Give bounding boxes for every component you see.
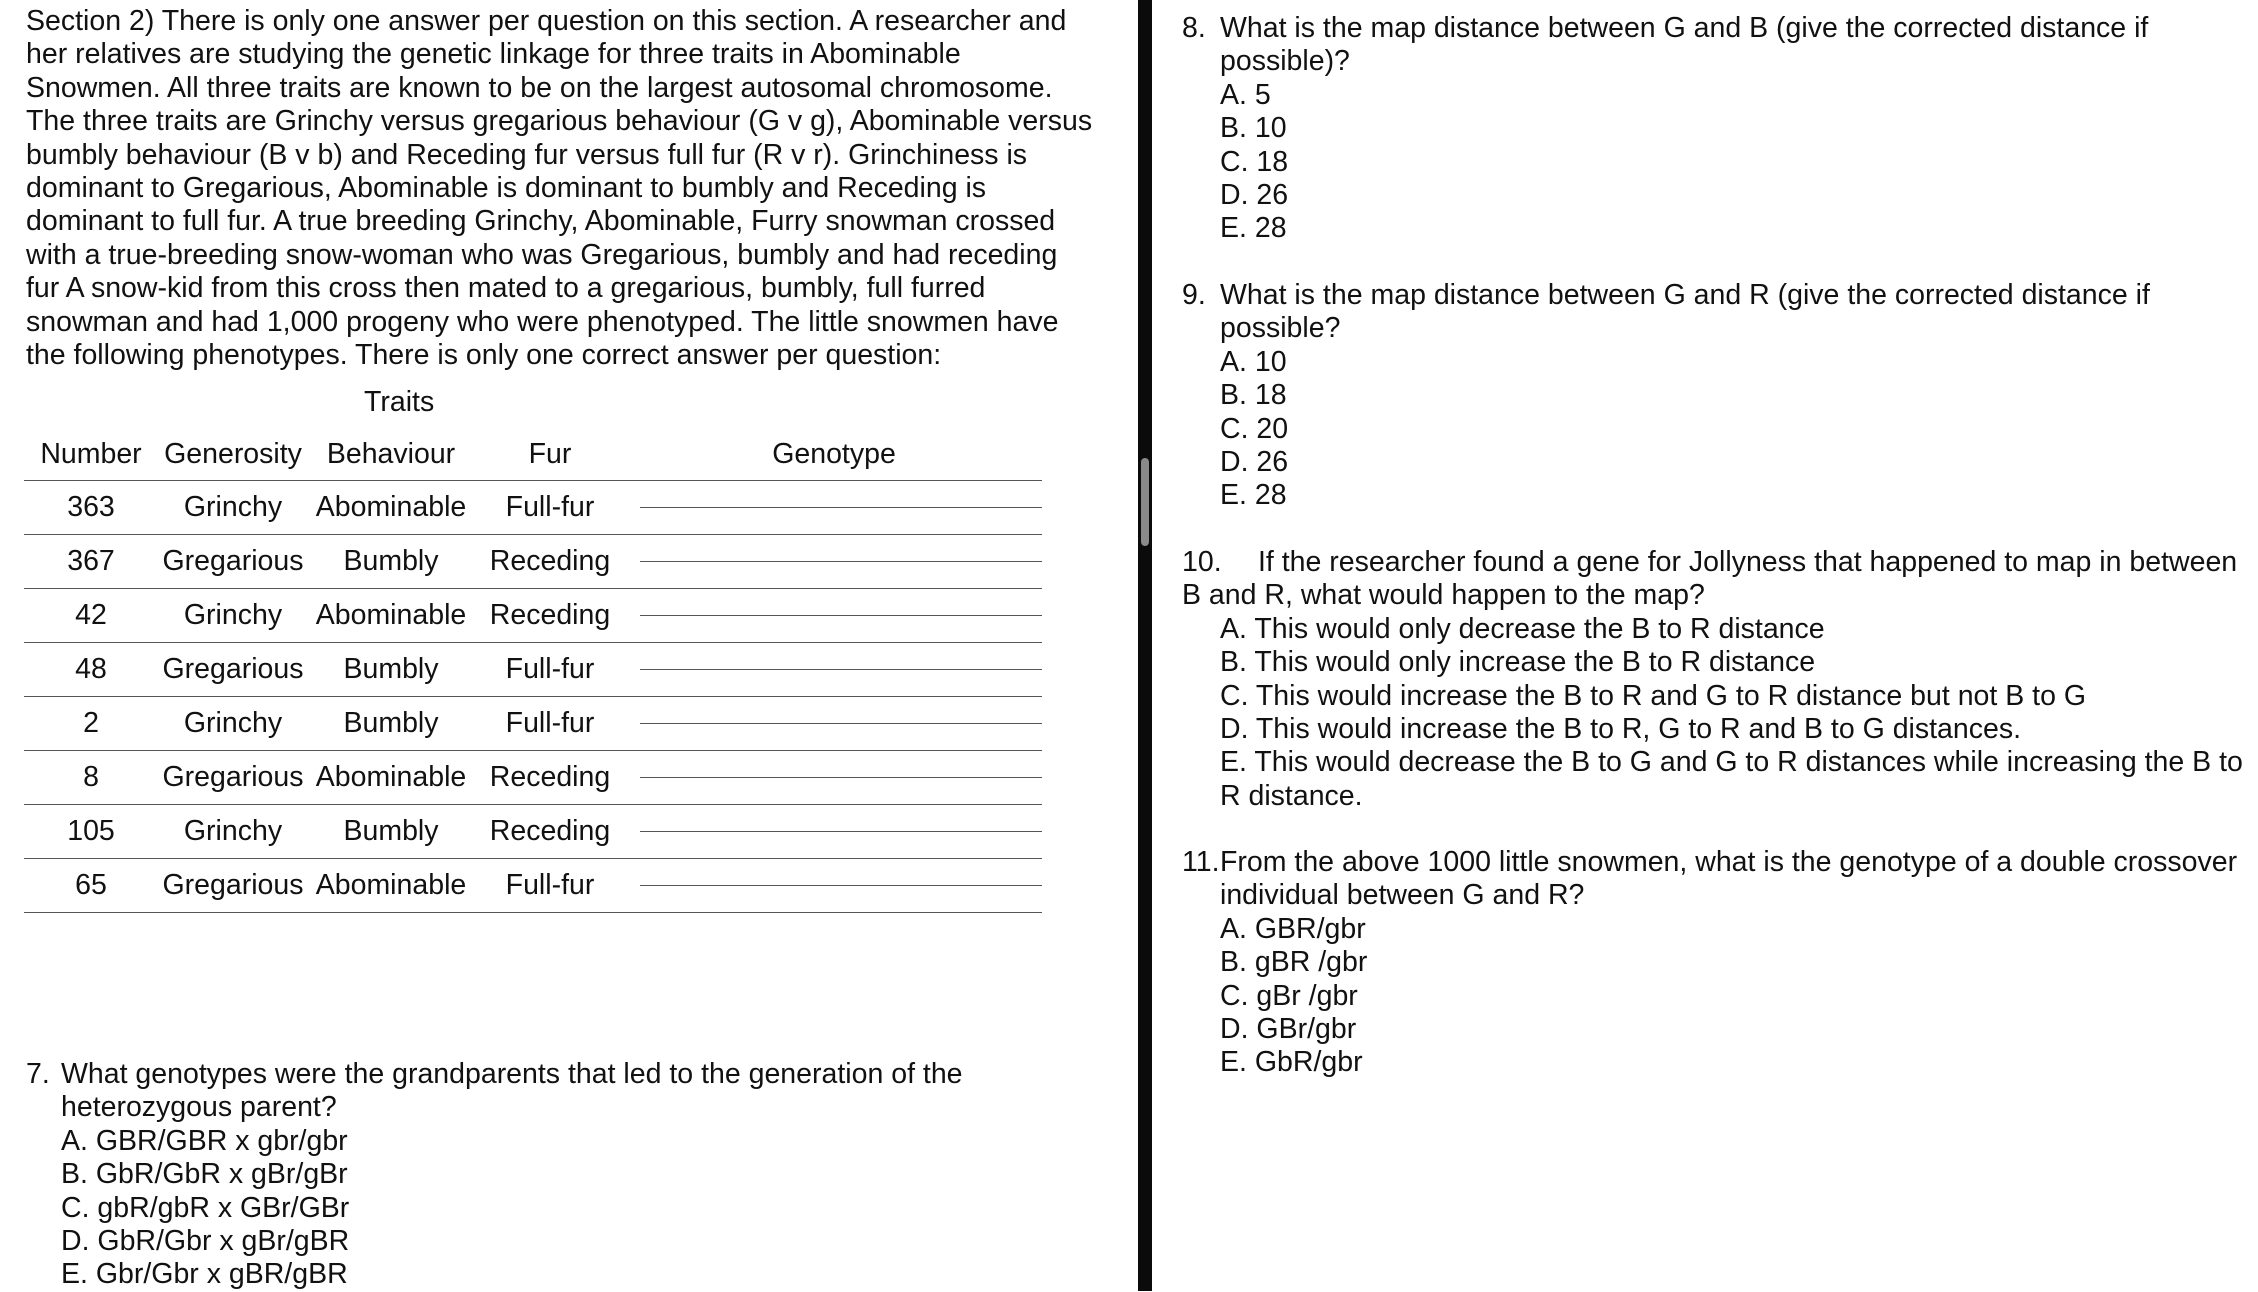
cell-fur: Full-fur xyxy=(474,697,626,751)
question-text: What is the map distance between G and R (give the corrected distance if possible? xyxy=(1220,279,2150,345)
cell-number: 367 xyxy=(24,535,158,589)
answer-option[interactable]: A. This would only decrease the B to R distance xyxy=(1220,612,1825,645)
page-divider xyxy=(1138,0,1152,1291)
cell-generosity: Grinchy xyxy=(158,481,308,535)
cell-number: 105 xyxy=(24,805,158,859)
answer-option[interactable]: A. 10 xyxy=(1220,345,1287,378)
header-generosity: Generosity xyxy=(164,437,302,470)
cell-number: 363 xyxy=(24,481,158,535)
cell-number: 2 xyxy=(24,697,158,751)
answer-option[interactable]: B. 10 xyxy=(1220,112,1287,145)
cell-fur: Receding xyxy=(474,535,626,589)
answer-option[interactable]: A. GBR/GBR x gbr/gbr xyxy=(61,1124,348,1157)
cell-generosity: Gregarious xyxy=(158,751,308,805)
question-8 xyxy=(1182,12,2242,246)
question-text: What genotypes were the grandparents that led to the generation of the heterozygous parent? xyxy=(61,1058,963,1124)
table-row xyxy=(24,859,1042,913)
answer-option[interactable]: B. This would only increase the B to R distance xyxy=(1220,646,1816,679)
answer-option[interactable]: E. This would decrease the B to G and G to R distances while increasing the B to R distance. xyxy=(1220,746,2243,812)
header-fur: Fur xyxy=(528,437,572,470)
answer-option[interactable]: C. This would increase the B to R and G to R distance but not B to G xyxy=(1220,679,2087,712)
answer-options xyxy=(1220,613,2258,813)
genotype-blank xyxy=(626,481,1042,535)
question-number: 9. xyxy=(1182,279,1206,311)
cell-fur: Receding xyxy=(474,805,626,859)
answer-option[interactable]: E. 28 xyxy=(1220,212,1287,245)
header-behaviour: Behaviour xyxy=(326,437,456,470)
genotype-blank xyxy=(626,751,1042,805)
table-row xyxy=(24,589,1042,643)
question-text: What is the map distance between G and B (give the corrected distance if possible)? xyxy=(1220,12,2149,78)
genotype-blank xyxy=(626,643,1042,697)
cell-fur: Full-fur xyxy=(474,859,626,913)
cell-fur: Receding xyxy=(474,751,626,805)
cell-number: 48 xyxy=(24,643,158,697)
header-number: Number xyxy=(40,437,142,470)
cell-behaviour: Abominable xyxy=(308,751,474,805)
question-text: If the researcher found a gene for Jollyness that happened to map in between B and R, what would happen to the map? xyxy=(1182,546,2238,612)
right-page xyxy=(1152,0,2258,1291)
cell-behaviour: Bumbly xyxy=(308,697,474,751)
answer-option[interactable]: D. 26 xyxy=(1220,446,1289,479)
answer-option[interactable]: C. gBr /gbr xyxy=(1220,979,1358,1012)
question-number: 10. xyxy=(1182,546,1222,578)
table-row xyxy=(24,751,1042,805)
section-intro: Section 2) There is only one answer per question on this section. A researcher and her relatives are studying the genetic linkage for three traits in Abominable Snowmen. All three traits are known to be on the largest autosomal chromosome. The three traits are Grinchy versus gregarious behaviour (G v g), Abominable versus bumbly behaviour (B v b) and Receding fur versus full fur (R v r). Grinchiness is dominant to Gregarious, Abominable is dominant to bumbly and Receding is dominant to full fur. A true breeding Grinchy, Abominable, Furry snowman crossed with a true-breeding snow-woman who was Gregarious, bumbly and had receding fur A snow-kid from this cross then mated to a gregarious, bumbly, full furred snowman and had 1,000 progeny who were phenotyped. The little snowmen have the following phenotypes. There is only one correct answer per question: xyxy=(26,5,1093,372)
answer-options xyxy=(1220,346,2242,513)
question-number: 11. xyxy=(1182,846,1220,878)
answer-options xyxy=(1220,913,2242,1080)
cell-number: 8 xyxy=(24,751,158,805)
phenotype-table xyxy=(24,428,1042,913)
table-header-row xyxy=(24,428,1042,481)
cell-fur: Receding xyxy=(474,589,626,643)
header-genotype: Genotype xyxy=(772,437,896,470)
question-11 xyxy=(1182,846,2242,1080)
question-7 xyxy=(26,1058,1086,1292)
answer-option[interactable]: D. This would increase the B to R, G to R and B to G distances. xyxy=(1220,713,2022,746)
cell-generosity: Grinchy xyxy=(158,805,308,859)
table-row xyxy=(24,643,1042,697)
genotype-blank xyxy=(626,859,1042,913)
cell-behaviour: Abominable xyxy=(308,481,474,535)
answer-option[interactable]: D. 26 xyxy=(1220,179,1289,212)
answer-option[interactable]: D. GBr/gbr xyxy=(1220,1013,1357,1046)
cell-generosity: Gregarious xyxy=(158,859,308,913)
cell-behaviour: Abominable xyxy=(308,589,474,643)
cell-behaviour: Bumbly xyxy=(308,535,474,589)
cell-behaviour: Abominable xyxy=(308,859,474,913)
answer-option[interactable]: A. GBR/gbr xyxy=(1220,912,1366,945)
answer-option[interactable]: B. GbR/GbR x gBr/gBr xyxy=(61,1158,348,1191)
answer-option[interactable]: E. Gbr/Gbr x gBR/gBR xyxy=(61,1258,348,1291)
question-number: 7. xyxy=(26,1058,50,1090)
answer-option[interactable]: C. 20 xyxy=(1220,412,1289,445)
answer-option[interactable]: E. 28 xyxy=(1220,479,1287,512)
answer-options xyxy=(1220,79,2242,246)
answer-option[interactable]: C. gbR/gbR x GBr/GBr xyxy=(61,1191,350,1224)
traits-group-header: Traits xyxy=(364,386,435,418)
table-row xyxy=(24,805,1042,859)
question-9 xyxy=(1182,279,2242,513)
table-row xyxy=(24,481,1042,535)
question-10 xyxy=(1182,546,2258,813)
cell-generosity: Gregarious xyxy=(158,535,308,589)
question-number: 8. xyxy=(1182,12,1206,44)
question-text: From the above 1000 little snowmen, what is the genotype of a double crossover individual between G and R? xyxy=(1220,846,2238,912)
cell-behaviour: Bumbly xyxy=(308,805,474,859)
genotype-blank xyxy=(626,697,1042,751)
answer-option[interactable]: A. 5 xyxy=(1220,78,1271,111)
answer-option[interactable]: E. GbR/gbr xyxy=(1220,1046,1363,1079)
answer-option[interactable]: B. gBR /gbr xyxy=(1220,946,1368,979)
answer-option[interactable]: C. 18 xyxy=(1220,145,1289,178)
cell-fur: Full-fur xyxy=(474,643,626,697)
answer-options xyxy=(61,1125,1086,1292)
cell-behaviour: Bumbly xyxy=(308,643,474,697)
genotype-blank xyxy=(626,589,1042,643)
cell-number: 42 xyxy=(24,589,158,643)
genotype-blank xyxy=(626,535,1042,589)
table-row xyxy=(24,535,1042,589)
table-row xyxy=(24,697,1042,751)
answer-option[interactable]: B. 18 xyxy=(1220,379,1287,412)
cell-generosity: Grinchy xyxy=(158,697,308,751)
cell-generosity: Grinchy xyxy=(158,589,308,643)
cell-number: 65 xyxy=(24,859,158,913)
cell-fur: Full-fur xyxy=(474,481,626,535)
genotype-blank xyxy=(626,805,1042,859)
answer-option[interactable]: D. GbR/Gbr x gBr/gBR xyxy=(61,1225,350,1258)
cell-generosity: Gregarious xyxy=(158,643,308,697)
divider-drag-handle[interactable] xyxy=(1141,458,1149,546)
